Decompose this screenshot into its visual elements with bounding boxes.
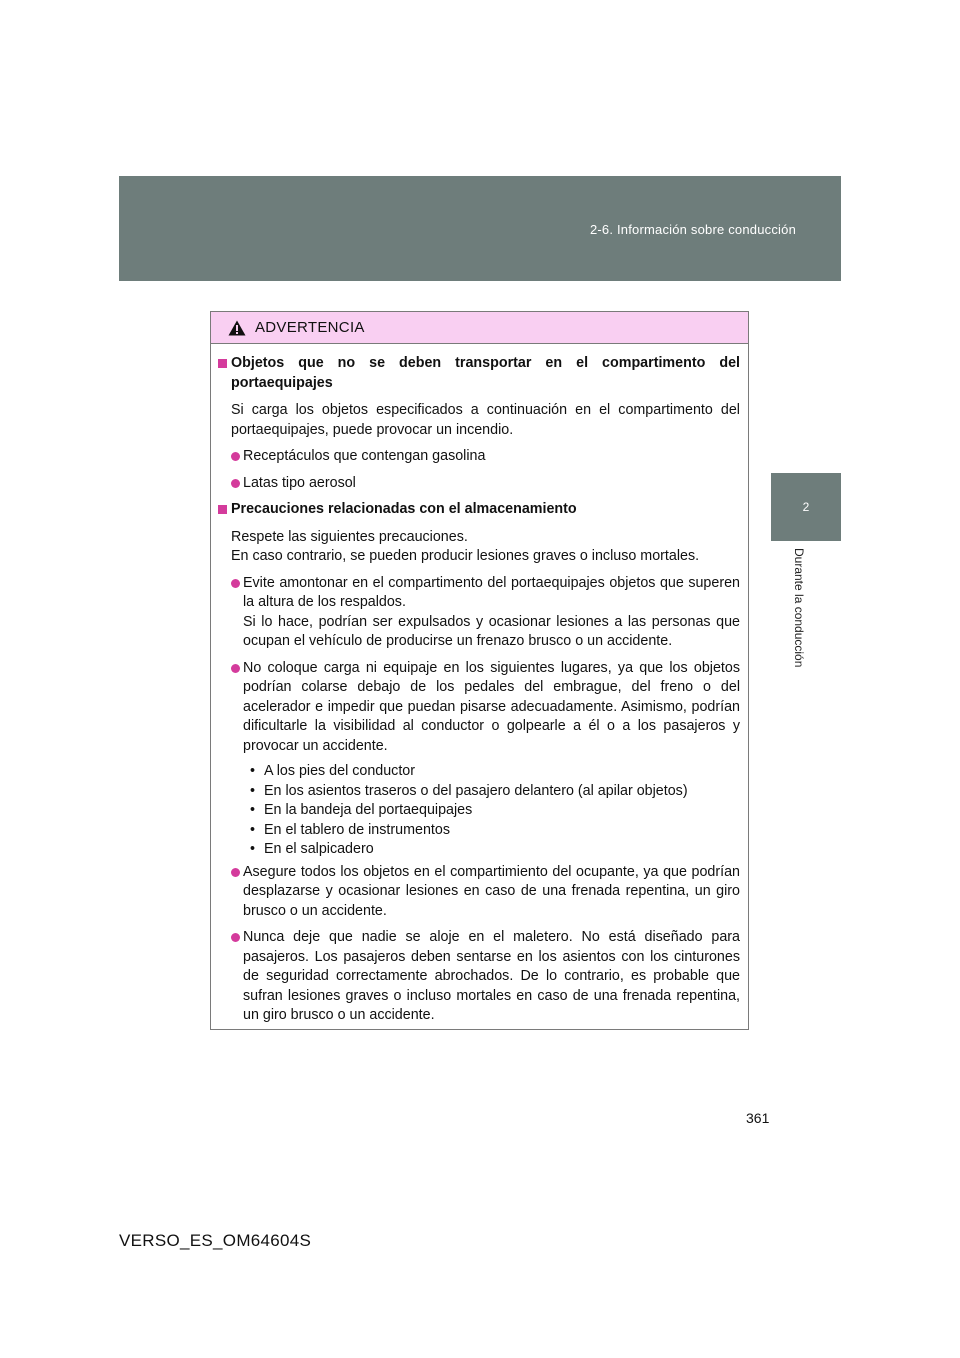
chapter-number: 2 bbox=[802, 500, 810, 514]
warning-header bbox=[211, 312, 748, 344]
square-bullet-icon bbox=[218, 505, 227, 514]
circle-bullet-icon bbox=[231, 868, 240, 877]
list-item: Nunca deje que nadie se aloje en el maletero. No está diseñado para pasajeros. Los pasajeros deben sentarse en los asientos con los cinturones de seguridad correctamente abrochados. De lo contrario, es probable que sufran lesiones graves o incluso mortales en caso de una frenada repentina, un giro brusco o un accidente. bbox=[231, 928, 740, 1026]
heading-forbidden-items bbox=[218, 354, 740, 393]
warning-triangle-icon bbox=[228, 320, 246, 336]
sub-list-item: • A los pies del conductor bbox=[250, 763, 416, 779]
warning-body bbox=[211, 344, 748, 1026]
sub-list-item: • En la bandeja del portaequipajes bbox=[250, 802, 473, 818]
paragraph: Si carga los objetos especificados a continuación en el compartimento del portaequipajes, puede provocar un incendio. bbox=[231, 402, 740, 438]
header-bar bbox=[119, 176, 841, 281]
square-bullet-icon bbox=[218, 359, 227, 368]
list-item: Receptáculos que contengan gasolina bbox=[231, 447, 740, 467]
heading-storage-precautions bbox=[218, 500, 740, 520]
circle-bullet-icon bbox=[231, 452, 240, 461]
document-code: VERSO_ES_OM64604S bbox=[119, 1231, 312, 1250]
chapter-label: Durante la conducción bbox=[792, 548, 806, 668]
warning-title: ADVERTENCIA bbox=[255, 319, 365, 336]
sub-list-item: • En los asientos traseros o del pasajero delantero (al apilar objetos) bbox=[250, 782, 688, 799]
circle-bullet-icon bbox=[231, 579, 240, 588]
chapter-tab bbox=[771, 473, 841, 541]
sub-list bbox=[250, 762, 740, 860]
circle-bullet-icon bbox=[231, 664, 240, 673]
section-title: 2-6. Información sobre conducción bbox=[589, 222, 796, 237]
warning-box bbox=[210, 311, 749, 1030]
list-item: Evite amontonar en el compartimento del portaequipajes objetos que superen la altura de los respaldos. Si lo hace, podrían ser expulsados y ocasionar lesiones a las personas que ocupan el vehículo de producirse un frenazo brusco o un accidente. bbox=[231, 574, 740, 652]
sub-list-item: • En el salpicadero bbox=[250, 841, 374, 857]
list-item: Asegure todos los objetos en el compartimiento del ocupante, ya que podrían desplazarse y ocasionar lesiones en caso de una frenada repentina, un giro brusco o un accidente. bbox=[231, 863, 740, 922]
circle-bullet-icon bbox=[231, 933, 240, 942]
sub-list-item: • En el tablero de instrumentos bbox=[250, 821, 450, 838]
heading-text: Objetos que no se deben transportar en el compartimento del portaequipajes bbox=[231, 355, 740, 391]
circle-bullet-icon bbox=[231, 479, 240, 488]
page-number: 361 bbox=[746, 1110, 770, 1126]
heading-text: Precauciones relacionadas con el almacenamiento bbox=[231, 501, 577, 517]
list-item: Latas tipo aerosol bbox=[231, 474, 740, 494]
list-item: No coloque carga ni equipaje en los siguientes lugares, ya que los objetos podrían colarse debajo de los pedales del embrague, del freno o del acelerador e impedir que puedan pisarse adecuadamente. Asimismo, podrían dificultarle la visibilidad al conductor o golpearle a él o a los pasajeros y provocar un accidente. bbox=[231, 659, 740, 757]
paragraph: Respete las siguientes precauciones. En caso contrario, se pueden producir lesiones graves o incluso mortales. bbox=[231, 528, 700, 564]
